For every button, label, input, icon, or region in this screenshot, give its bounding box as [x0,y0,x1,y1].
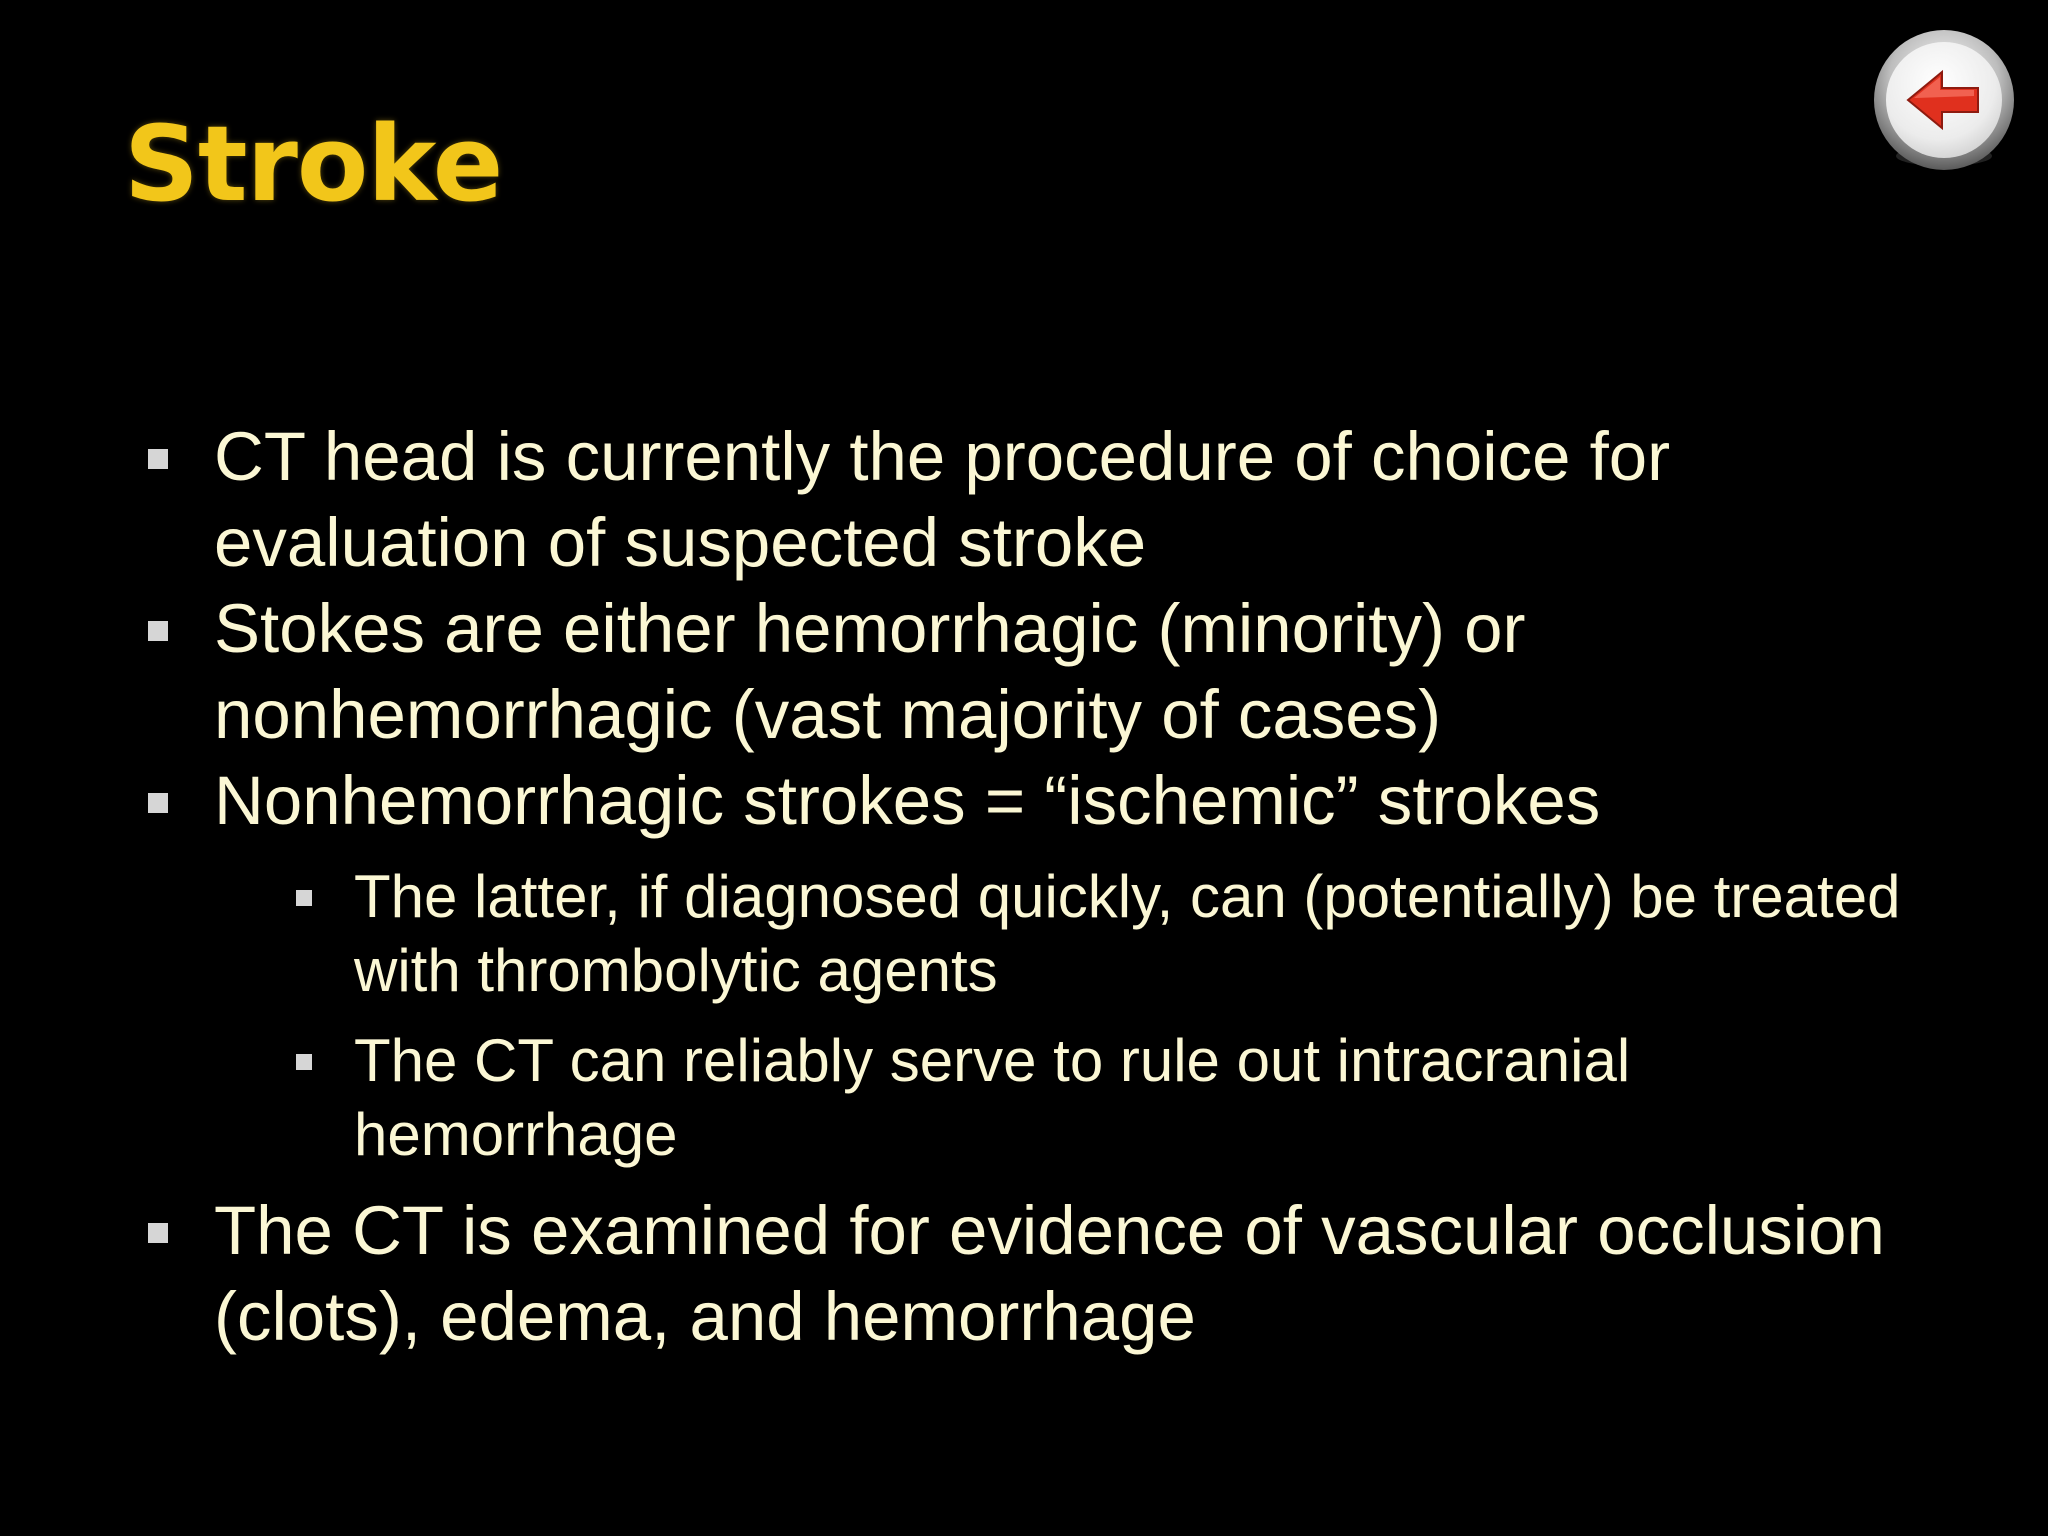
bullet-list [140,414,1960,1360]
sub-bullet-marker-icon [296,890,312,906]
back-arrow-icon [1870,28,2018,176]
bullet-item [140,1188,1960,1360]
sub-bullet-item [214,860,1960,1008]
sub-bullet-marker-icon [296,1054,312,1070]
bullet-marker-icon [148,621,168,641]
bullet-item [140,586,1960,758]
slide-title: Stroke [124,103,503,225]
bullet-text: CT head is currently the procedure of choice for evaluation of suspected stroke [214,418,1671,581]
bullet-marker-icon [148,449,168,469]
sub-bullet-list [214,860,1960,1172]
sub-bullet-text: The latter, if diagnosed quickly, can (potentially) be treated with thrombolytic agents [354,863,1901,1004]
back-button[interactable] [1870,28,2018,176]
bullet-marker-icon [148,1223,168,1243]
bullet-item [140,758,1960,1172]
sub-bullet-text: The CT can reliably serve to rule out intracranial hemorrhage [354,1027,1631,1168]
bullet-item [140,414,1960,586]
sub-bullet-item [214,1024,1960,1172]
bullet-text: Stokes are either hemorrhagic (minority) or nonhemorrhagic (vast majority of cases) [214,590,1526,753]
bullet-text: Nonhemorrhagic strokes = “ischemic” strokes [214,762,1601,839]
bullet-marker-icon [148,793,168,813]
bullet-text: The CT is examined for evidence of vascular occlusion (clots), edema, and hemorrhage [214,1192,1885,1355]
